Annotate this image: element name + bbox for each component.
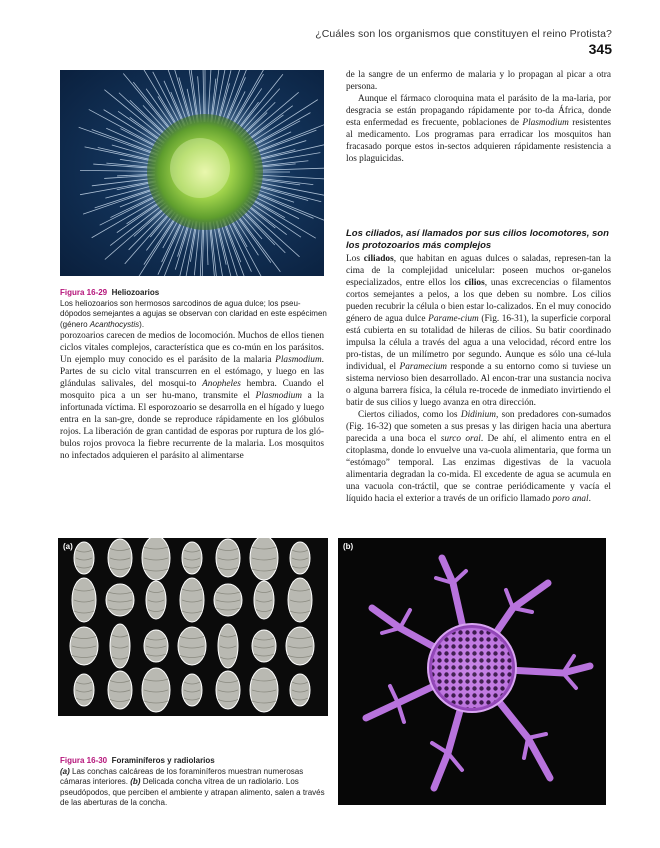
foraminifera-shell (290, 542, 310, 574)
foraminifera-shell (218, 624, 238, 668)
right-column-top-text (346, 69, 611, 165)
figure-30-caption-text: (a) Las conchas calcáreas de los foraminíferos muestran numerosas cámaras interiores. (b) Delicada concha vítrea de un radiolario. Los pseudópodos, que perciben el ambiente y atrapan alimento, salen a través de las aberturas de la concha. (60, 766, 325, 807)
foraminifera-shell (216, 539, 240, 577)
foraminifera-shells (58, 538, 328, 716)
foraminifera-shell (286, 627, 314, 665)
foraminifera-shell (74, 674, 94, 706)
figure-30b-label: (b) (343, 542, 354, 551)
foraminifera-photo (58, 538, 328, 716)
foraminifera-shell (182, 542, 202, 574)
foraminifera-shell (288, 578, 312, 622)
foraminifera-shell (70, 627, 98, 665)
left-column-text (60, 330, 324, 462)
foraminifera-shell (108, 671, 132, 709)
foraminifera-shell (106, 584, 134, 616)
foraminifera-shell (250, 668, 278, 712)
figure-29-genus: Acanthocystis (89, 319, 140, 329)
foraminifera-shell (254, 581, 274, 619)
foraminifera-shell (180, 578, 204, 622)
radiolarian-photo (338, 538, 606, 805)
foraminifera-shell (72, 578, 96, 622)
figure-30a-label: (a) (63, 542, 73, 551)
ciliates-section (346, 228, 611, 505)
foraminifera-shell (146, 581, 166, 619)
paragraph: Aunque el fármaco cloroquina mata el parásito de la ma-laria, por desgracia se están propagando rápidamente por to-da África, donde esta enfermedad es frecuente, poblaciones de Plasmodium resistentes al medicamento. Los programas para erradicar los mosquitos han fracasado porque estos in-sectos adquieren rápidamente resistencia a los plaguicidas. (346, 94, 611, 164)
heliozoan-photo (60, 70, 324, 276)
figure-29-caption-end: ). (139, 319, 145, 329)
figure-29-title: Heliozoarios (111, 288, 160, 297)
figure-30-caption (60, 756, 330, 809)
foraminifera-shell (216, 671, 240, 709)
foraminifera-shell (178, 627, 206, 665)
figure-29-number: Figura 16-29 (60, 288, 108, 297)
foraminifera-shell (252, 630, 276, 662)
figure-30-title: Foraminíferos y radiolarios (111, 756, 215, 765)
foraminifera-shell (142, 668, 170, 712)
foraminifera-shell (144, 630, 168, 662)
paragraph: Ciertos ciliados, como los Didinium, son predadores con-sumados (Fig. 16-32) que someten a sus presas y las dirigen hacia una abertura parecida a una boca el surco oral. De ahí, el alimento entra en el citoplasma, donde lo envuelve una va-cuola alimentaria, que forma un “estómago” temporal. Las enzimas digestivas de la vacuola alimentaria degradan la co-mida. El excedente de agua se acumula en una vacuola con-tráctil, que se contrae periódicamente y vacía el líquido hacia el exterior a través de un orificio llamado poro anal. (346, 410, 612, 504)
foraminifera-shell (182, 674, 202, 706)
figure-29-caption (60, 288, 328, 330)
foraminifera-shell (214, 584, 242, 616)
section-heading: Los ciliados, así llamados por sus cilios locomotores, son los protozoarios más complejos (346, 228, 609, 251)
running-header (300, 28, 612, 56)
foraminifera-shell (108, 539, 132, 577)
figure-30-number: Figura 16-30 (60, 756, 108, 765)
paragraph: Los ciliados, que habitan en aguas dulces o saladas, represen-tan la cima de la complejidad unicelular: poseen muchos or-ganelos especializados, entre ellos los cilios, unas excrecencias o filamentos cortos semejantes a pelos, a los que deben su nombre. Los cilios pueden recubrir la célula o bien estar lo-calizados. En el muy conocido género de agua dulce Parame-cium (Fig. 16-31), la superficie corporal está cubierta en su totalidad de hileras de cilios. Su batir coordinado impulsa la célula a través del agua a una velocidad, récord entre los pro-tistas, de un milímetro por segundo. Aunque es sólo una cé-lula individual, el Paramecium responde a su entorno como si tuviese un sistema nervioso bien desarrollado. Al encon-trar una sustancia nociva o alguna barrera física, la célula re-trocede de inmediato invirtiendo el batir de sus cilios y luego avanza en otra dirección. (346, 254, 611, 408)
paragraph: porozoarios carecen de medios de locomoción. Muchos de ellos tienen ciclos vitales complejos, característica que es co-mún en los parásitos. Un ejemplo muy conocido es el parásito de la malaria Plasmodium. Partes de su ciclo vital transcurren en el estómago, y luego en las glándulas salivales, del mosqui-to Anopheles hembra. Cuando el mosquito pica a un ser hu-mano, transmite el Plasmodium a la infortunada víctima. El esporozoario se desarrolla en el hígado y luego entra en la san-gre, donde se reproduce rápidamente en los glóbulos rojos. La liberación de gran cantidad de esporas por ruptura de los gló-bulos rojos provoca la fiebre recurrente de la malaria. Los mosquitos no infectados adquieren el parásito al alimentarse (60, 331, 325, 461)
heliozoan-illustration (60, 70, 324, 276)
page-number: 345 (588, 41, 612, 57)
figure-29-caption-text: Los heliozoarios son hermosos sarcodinos de agua dulce; los pseu-dópodos semejantes a agujas se observan con claridad en este espécimen (género (60, 298, 327, 329)
paragraph: de la sangre de un enfermo de malaria y lo propagan al picar a otra persona. (346, 70, 611, 92)
foraminifera-shell (290, 674, 310, 706)
foraminifera-shell (110, 624, 130, 668)
foraminifera-shell (74, 542, 94, 574)
running-title: ¿Cuáles son los organismos que constituyen el reino Protista? (315, 28, 612, 40)
radiolarian-shell (338, 538, 606, 805)
